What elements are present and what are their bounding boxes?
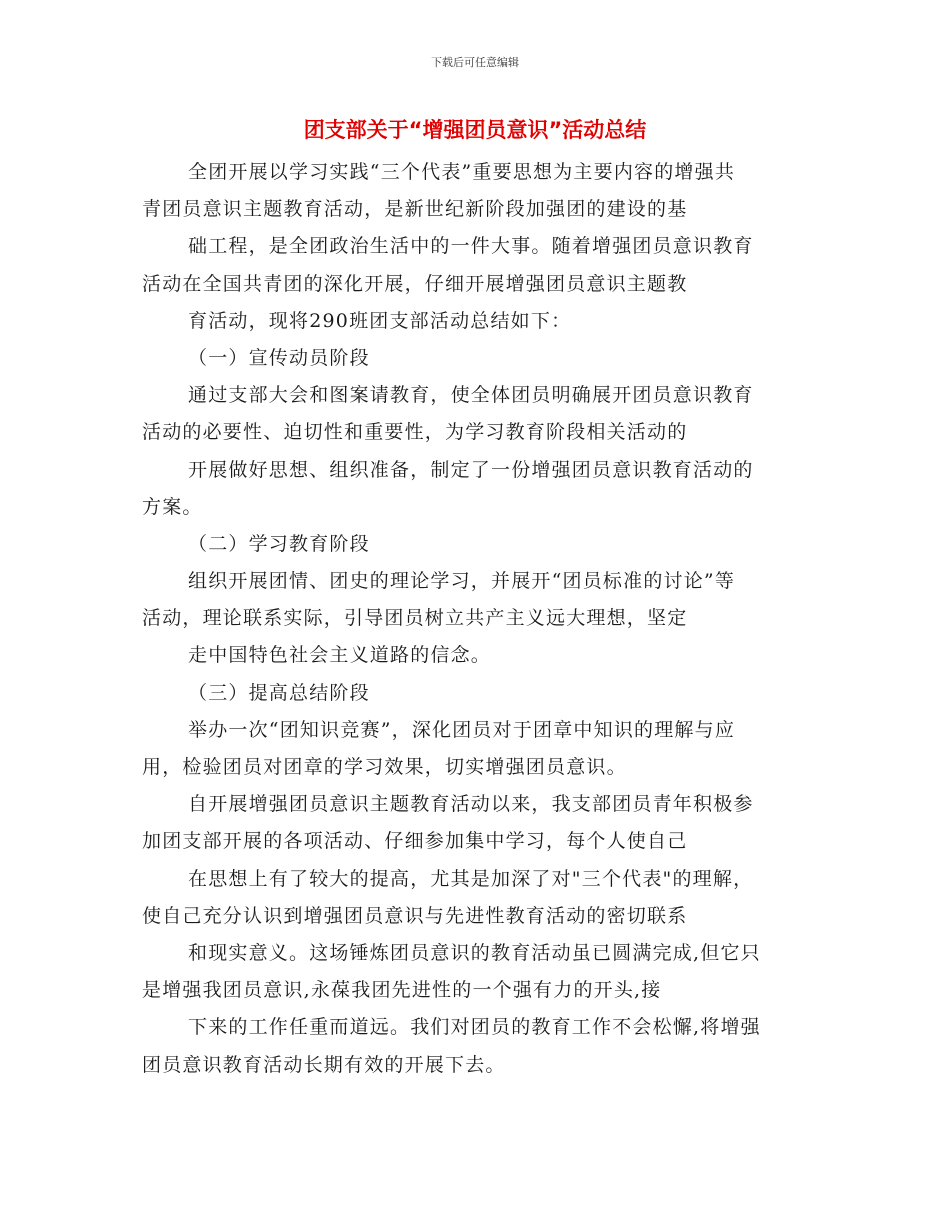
- body-line: 加团支部开展的各项活动、仔细参加集中学习，每个人使自己: [142, 830, 688, 853]
- body-line: 走中国特色社会主义道路的信念。: [188, 644, 492, 667]
- section-heading-3: （三）提高总结阶段: [188, 681, 370, 704]
- body-line: 团员意识教育活动长期有效的开展下去。: [142, 1053, 506, 1076]
- body-line: 和现实意义。这场锤炼团员意识的教育活动虽已圆满完成,但它只: [188, 941, 761, 964]
- body-line: 下来的工作任重而道远。我们对团员的教育工作不会松懈,将增强: [188, 1016, 761, 1039]
- body-line: 通过支部大会和图案请教育，使全体团员明确展开团员意识教育: [188, 384, 754, 407]
- body-line: 活动的必要性、迫切性和重要性，为学习教育阶段相关活动的: [142, 421, 688, 444]
- body-line: 础工程，是全团政治生活中的一件大事。随着增强团员意识教育: [188, 235, 754, 258]
- body-line: 自开展增强团员意识主题教育活动以来，我支部团员青年积极参: [188, 793, 754, 816]
- document-title: 团支部关于“增强团员意识”活动总结: [303, 118, 647, 142]
- document-body: [142, 154, 810, 1084]
- section-heading-2: （二）学习教育阶段: [188, 532, 370, 555]
- body-line: 是增强我团员意识,永葆我团先进性的一个强有力的开头,接: [142, 979, 662, 1002]
- body-line: 青团员意识主题教育活动，是新世纪新阶段加强团的建设的基: [142, 198, 688, 221]
- body-line: 活动，理论联系实际，引导团员树立共产主义远大理想，坚定: [142, 607, 688, 630]
- body-line: 举办一次“团知识竞赛”，深化团员对于团章中知识的理解与应: [188, 718, 736, 741]
- body-line: 开展做好思想、组织准备，制定了一份增强团员意识教育活动的: [188, 458, 754, 481]
- body-line: 活动在全国共青团的深化开展，仔细开展增强团员意识主题教: [142, 272, 688, 295]
- body-line: 组织开展团情、团史的理论学习，并展开“团员标准的讨论”等: [188, 570, 736, 593]
- body-line: 在思想上有了较大的提高，尤其是加深了对"三个代表"的理解，: [188, 867, 754, 890]
- body-line: 全团开展以学习实践“三个代表”重要思想为主要内容的增强共: [188, 161, 736, 183]
- body-line: 育活动，现将290班团支部活动总结如下：: [188, 309, 572, 332]
- body-line: 使自己充分认识到增强团员意识与先进性教育活动的密切联系: [142, 904, 688, 927]
- body-line: 用，检验团员对团章的学习效果，切实增强团员意识。: [142, 756, 627, 778]
- header-note: 下载后可任意编辑: [431, 56, 519, 69]
- section-heading-1: （一）宣传动员阶段: [188, 346, 370, 369]
- body-line: 方案。: [142, 495, 203, 518]
